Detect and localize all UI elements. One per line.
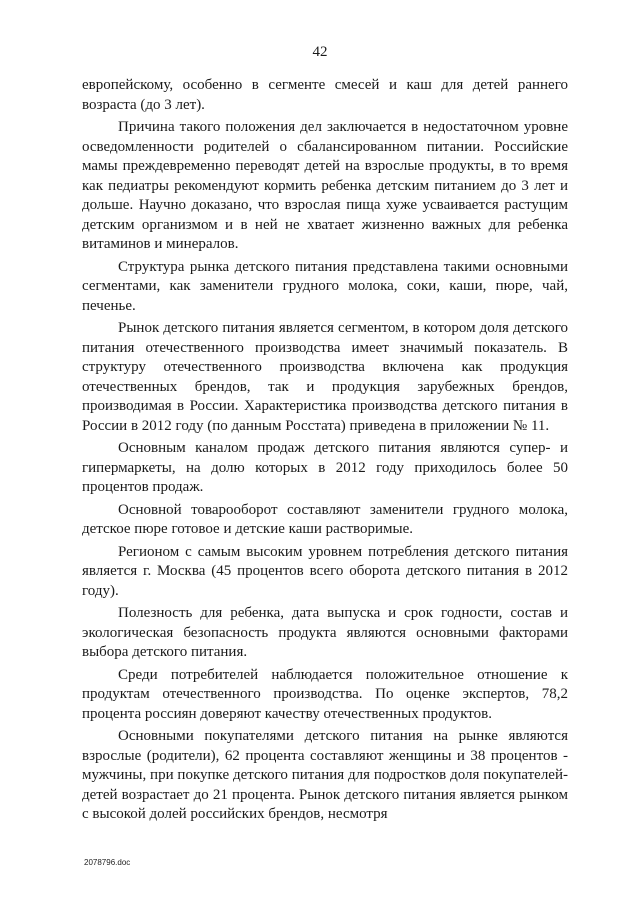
paragraph-10: Основными покупателями детского питания на рынке являются взрослые (родители), 62 процента составляют женщины и 38 процентов - мужчины, при покупке детского питания для подростков доля покупателей-детей возрастает до 21 процента. Рынок детского питания является рынком с высокой долей российских брендов, несмотря [82,728,568,822]
paragraph-8: Полезность для ребенка, дата выпуска и срок годности, состав и экологическая безопасность продукта являются основными факторами выбора детского питания. [82,605,568,660]
paragraph-6: Основной товарооборот составляют заменители грудного молока, детское пюре готовое и детские каши растворимые. [82,501,568,537]
paragraph-4: Рынок детского питания является сегментом, в котором доля детского питания отечественного производства имеет значимый показатель. В структуру отечественного производства включена как продукция отечественных брендов, так и продукция зарубежных брендов, производимая в России. Характеристика производства детского питания в России в 2012 году (по данным Росстата) приведена в приложении № 11. [82,320,568,434]
paragraph-1: европейскому, особенно в сегменте смесей и каш для детей раннего возраста (до 3 лет). [82,77,568,113]
body-text [82,76,568,828]
paragraph-5: Основным каналом продаж детского питания являются супер- и гипермаркеты, на долю которых в 2012 году приходилось более 50 процентов продаж. [82,440,568,495]
paragraph-3: Структура рынка детского питания представлена такими основными сегментами, как заменители грудного молока, соки, каши, пюре, чай, печенье. [82,258,568,314]
paragraph-7: Регионом с самым высоким уровнем потребления детского питания является г. Москва (45 процентов всего оборота детского питания в 2012 году). [82,543,568,599]
footer-filename: 2078796.doc [84,858,131,867]
paragraph-9: Среди потребителей наблюдается положительное отношение к продуктам отечественного производства. По оценке экспертов, 78,2 процента россиян доверяют качеству отечественных продуктов. [82,666,568,722]
page-number: 42 [312,44,328,60]
paragraph-2: Причина такого положения дел заключается в недостаточном уровне осведомленности родителей о сбалансированном питании. Российские мамы преждевременно переводят детей на взрослые продукты, в то время как педиатры рекомендуют кормить ребенка детским питанием до 3 лет и дольше. Научно доказано, что взрослая пища хуже усваивается растущим детским организмом и в ней не хватает жизненно важных для ребенка витаминов и минералов. [82,119,568,252]
